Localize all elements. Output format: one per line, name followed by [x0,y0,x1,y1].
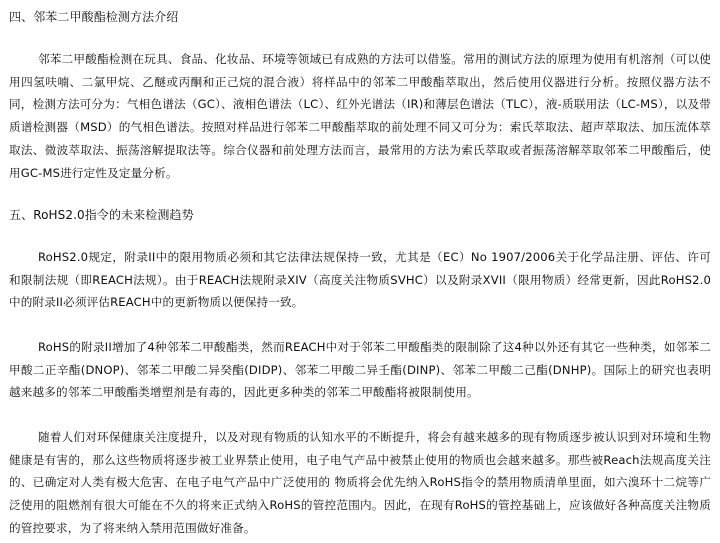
section-5-paragraph-1: RoHS2.0规定，附录II中的限用物质必须和其它法律法规保持一致，尤其是（EC）No 1907/2006关于化学品注册、评估、许可和限制法规（即REACH法规）。由于REACH法规附录XIV（高度关注物质SVHC）以及附录XVII（限用物质）经常更新，因此RoHS2.0中的附录II必须评估REACH中的更新物质以便保持一致。 [9,250,711,310]
section-5-paragraph-2: RoHS的附录II增加了4种邻苯二甲酸酯类，然而REACH中对于邻苯二甲酸酯类的限制除了这4种以外还有其它一些种类，如邻苯二甲酸二正辛酯(DNOP)、邻苯二甲酸二异癸酯(DIDP)、邻苯二甲酸二异壬酯(DINP)、邻苯二甲酸二己酯(DNHP)。国际上的研究也表明越来越多的邻苯二甲酸酯类增塑剂是有毒的，因此更多种类的邻苯二甲酸酯将被限制使用。 [9,340,711,400]
section-4-paragraph-1: 邻苯二甲酸酯检测在玩具、食品、化妆品、环境等领域已有成熟的方法可以借鉴。常用的测试方法的原理为使用有机溶剂（可以使用四氢呋喃、二氯甲烷、乙醚或丙酮和正己烷的混合液）将样品中的邻苯二甲酸酯萃取出，然后使用仪器进行分析。按照仪器方法不同，检测方法可分为：气相色谱法（GC）、液相色谱法（LC）、红外光谱法（IR)和薄层色谱法（TLC），液-质联用法（LC-MS），以及带质谱检测器（MSD）的气相色谱法。按照对样品进行邻苯二甲酸酯萃取的前处理不同又可分为：索氏萃取法、超声萃取法、加压流体萃取法、微波萃取法、振荡溶解提取法等。综合仪器和前处理方法而言，最常用的方法为索氏萃取或者振荡溶解萃取邻苯二甲酸酯后，使用GC-MS进行定性及定量分析。 [9,52,711,180]
section-5-paragraph-3: 随着人们对环保健康关注度提升，以及对现有物质的认知水平的不断提升，将会有越来越多的现有物质逐步被认识到对环境和生物健康是有害的，那么这些物质将逐步被工业界禁止使用，电子电气产品中被禁止使用的物质也会越来越多。那些被Reach法规高度关注的、已确定对人类有极大危害、在电子电气产品中广泛使用的 物质将会优先纳入RoHS指令的禁用物质清单里面，如六溴环十二烷等广泛使用的阻燃剂有很大可能在不久的将来正式纳入RoHS的管控范围内。因此，在现有RoHS的管控基础上，应该做好各种高度关注物质的管控要求，为了将来纳入禁用范围做好准备。 [9,430,711,535]
section-4-heading: 四、邻苯二甲酸酯检测方法介绍 [9,10,179,24]
section-5-heading: 五、RoHS2.0指令的未来检测趋势 [9,208,194,222]
